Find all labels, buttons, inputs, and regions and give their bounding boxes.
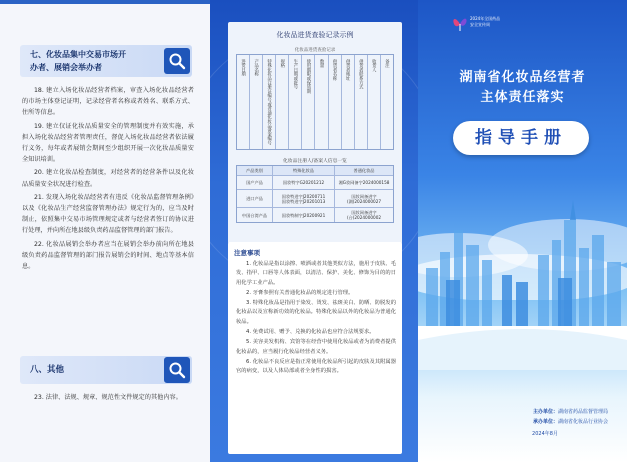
middle-panel <box>210 0 418 462</box>
purchase-record-table <box>236 54 394 150</box>
column-header: 生产日期或批号 <box>292 59 298 90</box>
header-cell: 产品类别 <box>237 166 273 175</box>
table-column <box>250 55 263 149</box>
table-cell: 国妆网备进字(湖)2024000027 <box>346 193 382 204</box>
table-cell: 国妆网备进字(台)2024000002 <box>346 210 382 220</box>
record-example-title: 化妆品进货查验记录示例 <box>276 31 354 39</box>
column-header: 供货者地址 <box>345 59 351 81</box>
publish-date: 2024年8月 <box>532 431 558 437</box>
column-header: 规格 <box>279 59 285 68</box>
header-cell: 普通化妆品 <box>353 168 375 173</box>
butterfly-logo-icon <box>452 14 468 32</box>
notice-item: 5. 美容美发机构、宾馆等在经营中使用化妆品或者为消费者提供化妆品的，应当履行化妆品经营者义务。 <box>236 339 396 355</box>
left-panel <box>0 0 210 462</box>
co-organizer <box>418 418 608 425</box>
column-header: 数量 <box>319 59 324 68</box>
column-header: 供货者名称 <box>332 59 338 81</box>
table-column <box>329 55 342 149</box>
host-value: 湖南省药品监督管理局 <box>557 409 608 415</box>
cover-title-line1: 湖南省化妆品经营者 <box>459 70 586 85</box>
column-header: 产品名称 <box>253 59 259 77</box>
paragraph-21: 21. 发现入场化妆品经营者有违反《化妆品监督管理条例》以及《化妆品生产经营监督管理办法》规定行为的，应当及时制止，依照集中交易市场管理规定或者与经营者签订的协议进行处理，并向所在地县级负责药品监督管理的部门报告。 <box>22 193 194 235</box>
co-organizer-label: 承办单位： <box>532 419 558 425</box>
paragraph-23: 23. 法律、法规、规章、规范性文件规定的其他内容。 <box>34 394 182 401</box>
paragraph-19: 19. 建立仅证化妆品质量安全的管理制度并有效实施，承担入场化妆品经营者管理责任，督促入场化妆品经营者依法履行义务，每年或者展销会期间至少组织开展一次化妆品质量安全知识培训。 <box>22 122 194 164</box>
record-example-card <box>228 22 402 244</box>
cover-title-line2: 主体责任落实 <box>480 90 565 105</box>
registrant-info-table <box>236 165 394 223</box>
table-cell: 国妆特制字J20200921 <box>273 208 335 222</box>
table-row <box>237 208 393 222</box>
section-8-heading <box>20 356 192 384</box>
paragraph-18: 18. 建立入场化妆品经营者档案，审查入场化妆品经营者的市场主体登记证明，记录经营者名称或者姓名、联系方式、住所等信息。 <box>22 87 194 117</box>
host-label: 主办单位： <box>532 409 558 415</box>
co-organizer-value: 湖南省化妆品行业协会 <box>557 419 608 425</box>
top-band <box>0 0 210 4</box>
notice-title: 注意事项 <box>234 249 260 257</box>
table-cell: 国妆特进字J20200711 国妆特进字J20201013 <box>273 190 335 207</box>
table-column <box>355 55 368 149</box>
campaign-logo-text <box>470 16 500 27</box>
table-column <box>381 55 393 149</box>
column-header: 进货日期 <box>240 59 246 77</box>
table-cell: 中国台湾产品 <box>237 208 273 222</box>
table-cell: 进口产品 <box>237 190 273 207</box>
search-icon <box>164 357 190 383</box>
notice-item: 4. 免费试用、赠予、兑换的化妆品也应符合法规要求。 <box>246 329 375 336</box>
table-cell: 湘G妆网备字2024000158 <box>338 180 390 185</box>
section-7-heading <box>20 45 192 77</box>
logo-line2: 安全宣传周 <box>470 21 490 27</box>
registrant-info-title: 化妆品注册人/备案人信息一览 <box>283 159 347 164</box>
table-column <box>263 55 276 149</box>
notice-item: 2. 牙膏参照有关普通化妆品的规定进行管理。 <box>246 289 354 296</box>
column-header: 供货者联系方式 <box>358 59 364 90</box>
section-8-title: 八、其他 <box>30 365 65 375</box>
section-8-body <box>22 392 194 405</box>
section-7-body <box>22 85 194 274</box>
table-header-row <box>237 166 393 176</box>
table-row <box>237 190 393 208</box>
table-cell: 国产产品 <box>237 176 273 189</box>
notice-item: 6. 化妆品不良反应是指正常使用化妆品所引起的皮肤及其附属器官的病变，以及人体局部或者全身性的损害。 <box>236 358 396 375</box>
notice-card <box>228 242 402 454</box>
column-header: 备注 <box>384 59 390 68</box>
header-cell: 特殊化妆品 <box>273 166 335 175</box>
guide-badge: 指导手册 <box>453 121 589 155</box>
campaign-logo <box>452 14 468 36</box>
table-column <box>302 55 315 149</box>
search-icon <box>164 48 190 74</box>
table-column <box>289 55 302 149</box>
column-header: 使用期限或保质期 <box>305 59 311 94</box>
paragraph-20: 20. 建立化妆品检查制度，对经营者的经营条件以及化妆品质量安全状况进行检查。 <box>22 169 194 188</box>
section-7-title-line1: 七、化妆品集中交易市场开 <box>30 50 126 59</box>
paragraph-22: 22. 化妆品展销会举办者应当在展销会举办前向所在地县级负责药品监督管理的部门报告展销会的时间、地点等基本信息。 <box>22 240 194 271</box>
record-subtitle: 化妆品进货查验记录 <box>294 48 336 53</box>
section-7-title-line2: 办者、展销会举办者 <box>30 63 102 72</box>
table-column <box>315 55 328 149</box>
table-column <box>368 55 381 149</box>
column-header: 收货人 <box>371 59 377 72</box>
notice-body <box>236 260 396 378</box>
column-header: 特殊化妆品注册证编号或普通化妆品备案编号 <box>266 59 272 145</box>
table-cell: 国妆特字G20201212 <box>273 176 335 189</box>
table-column <box>237 55 250 149</box>
city-skyline-illustration <box>418 190 627 370</box>
notice-item: 1. 化妆品是指以涂擦、喷洒或者其他类似方法，施用于皮肤、毛发、指甲、口唇等人体表面，以清洁、保护、美化、修饰为目的的日用化学工业产品。 <box>236 261 396 286</box>
table-column <box>276 55 289 149</box>
table-row <box>237 176 393 190</box>
host-organizer <box>418 408 608 415</box>
logo-line1: 2024年全国药品 <box>470 16 501 21</box>
table-column <box>342 55 355 149</box>
notice-item: 3. 特殊化妆品是指用于染发、烫发、祛斑美白、防晒、防脱发的化妆品以及宣称新功效的化妆品。特殊化妆品以外的化妆品为普通化妆品。 <box>236 300 396 325</box>
